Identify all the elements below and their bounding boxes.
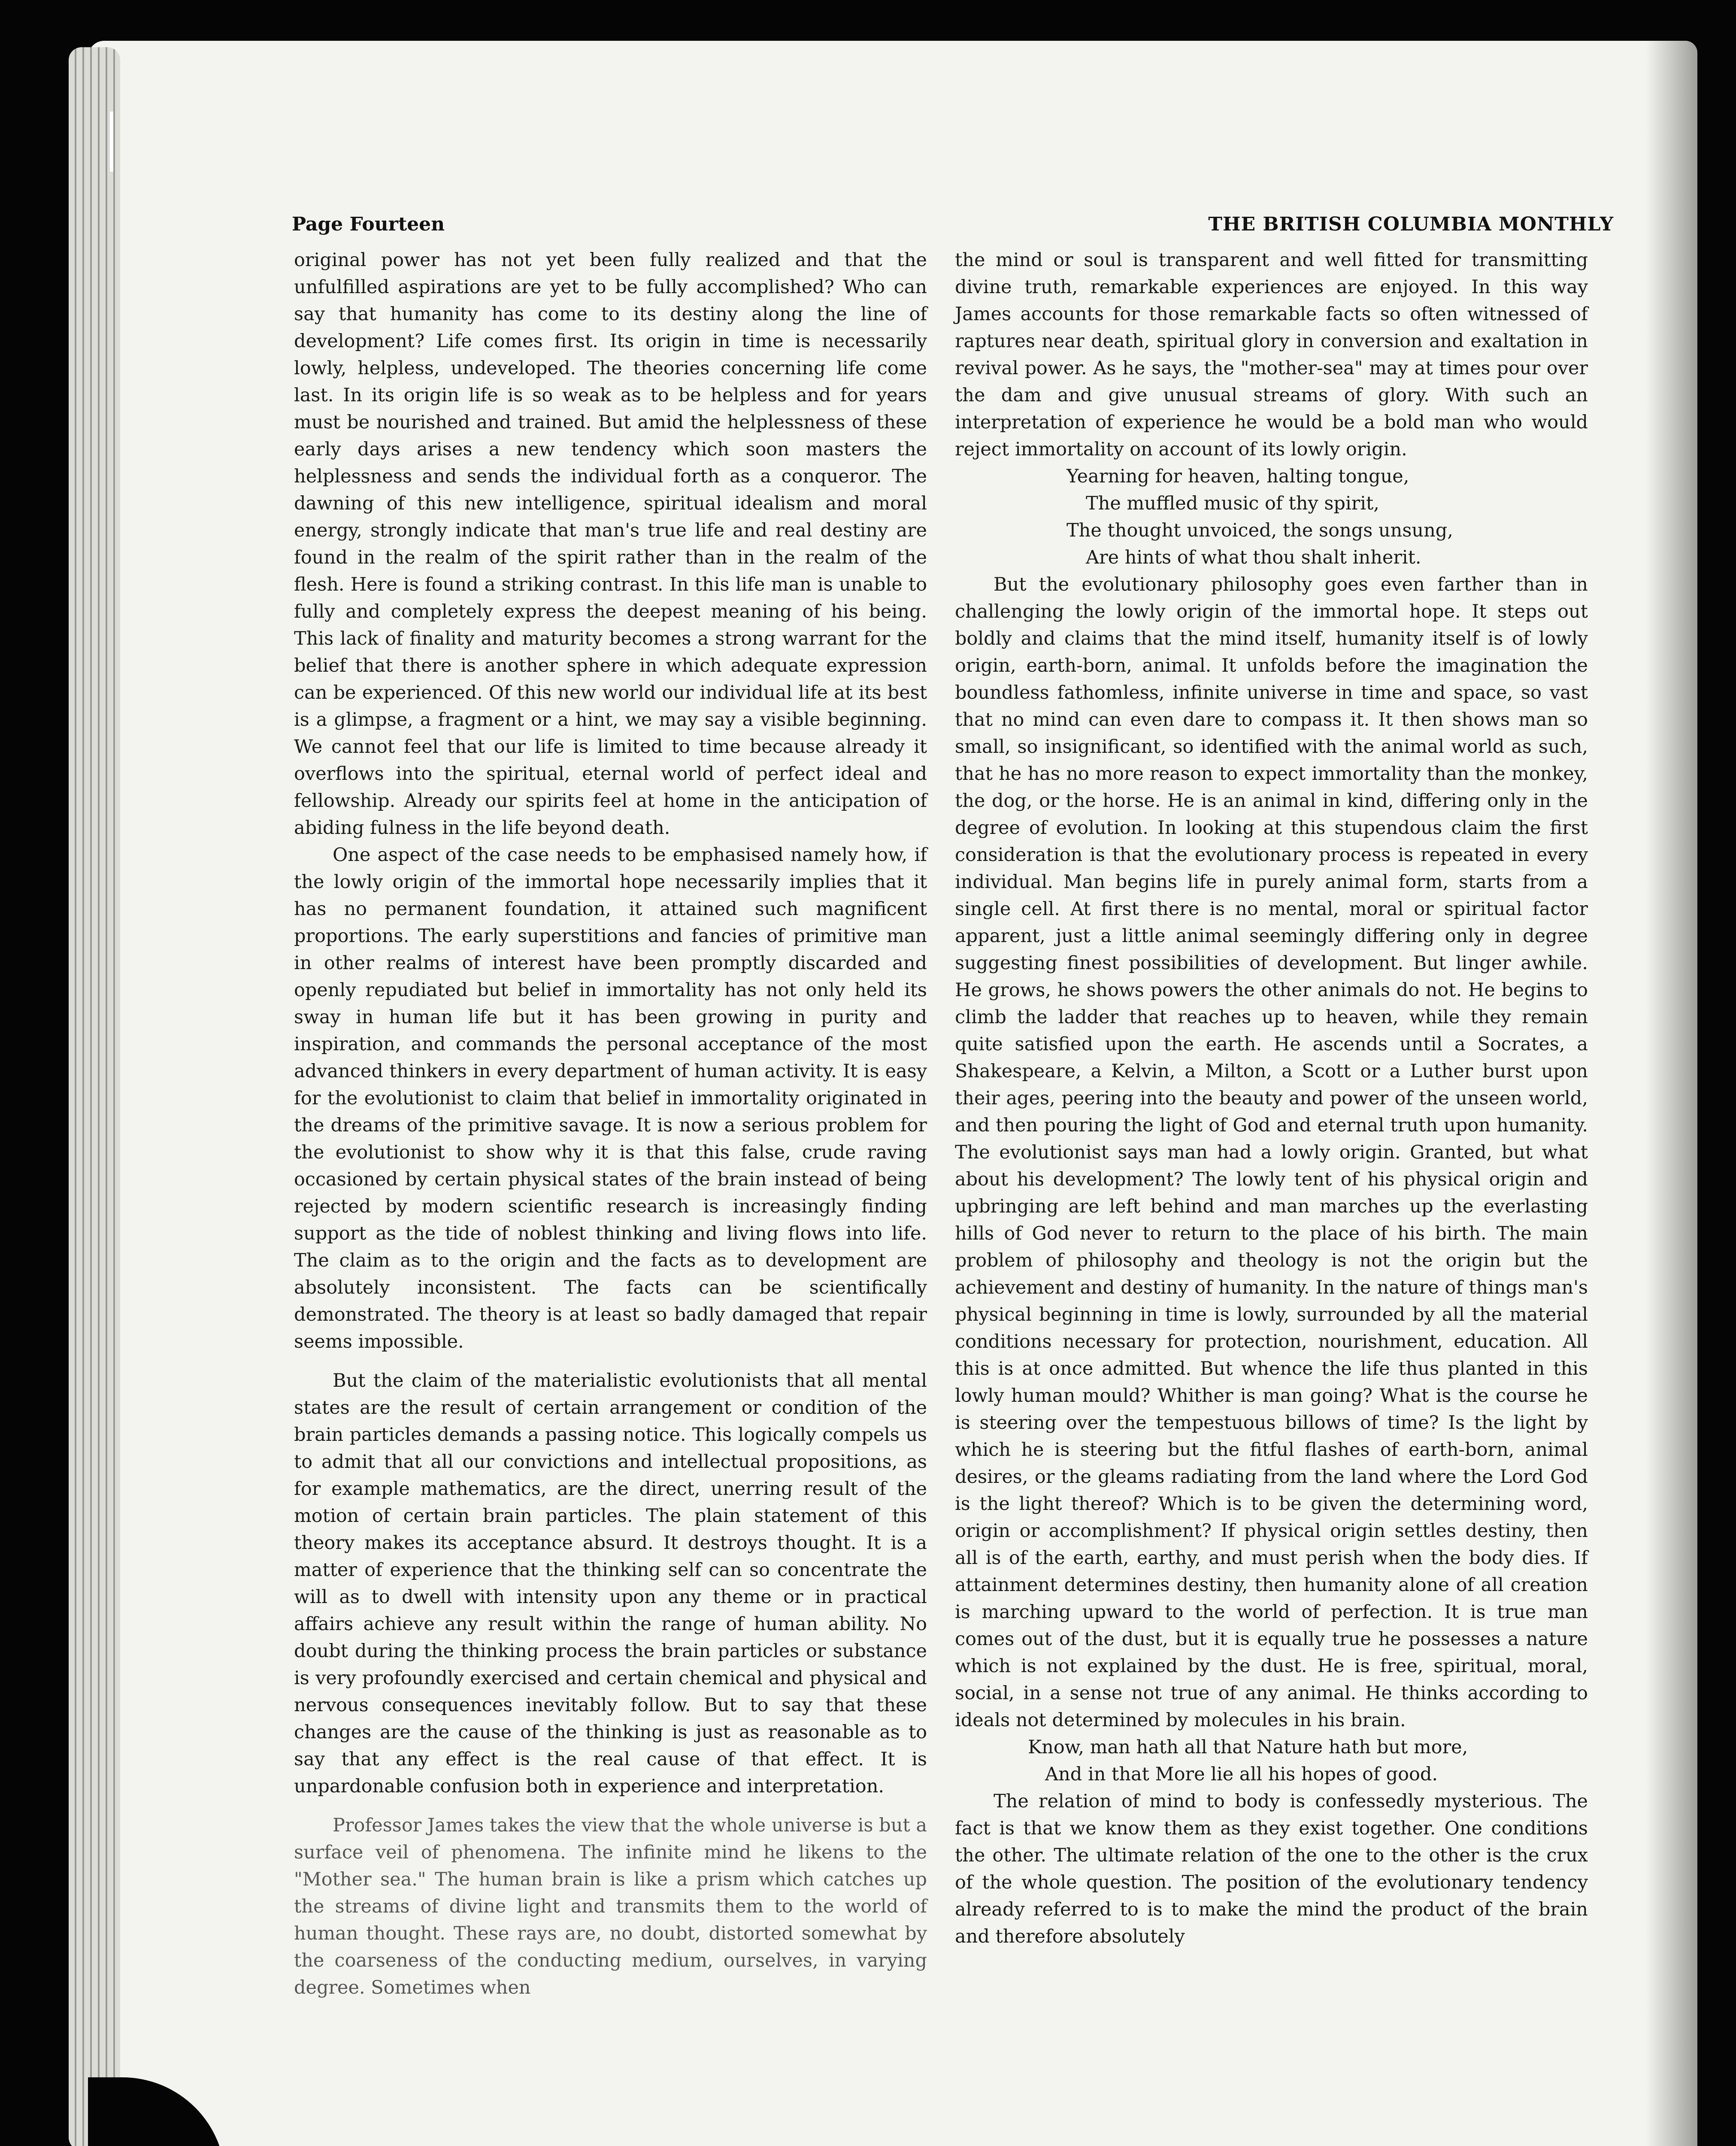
left-paragraph-2: One aspect of the case needs to be emphasised namely how, if the lowly origin of the immortal hope necessarily implies that it has no permanent foundation, it attained such magnificent proportions. The early superstitions and fancies of primitive man in other realms of interest have been promptly discarded and openly repudiated but belief in immortality has not only held its sway in human life but it has been growing in purity and inspiration, and commands the personal acceptance of the most advanced thinkers in every department of human activity. It is easy for the evolutionist to claim that belief in immortality originated in the dreams of the primitive savage. It is now a serious problem for the evolutionist to show why it is that this false, crude raving occasioned by certain physical states of the brain instead of being rejected by modern scientific research is increasingly finding support as the tide of noblest thinking and living flows into life. The claim as to the origin and the facts as to development are absolutely inconsistent. The facts can be scientifically demonstrated. The theory is at least so badly damaged that repair seems impossible.: [294, 844, 927, 1352]
verse-block-1: [955, 463, 1588, 571]
verse-block-2: [955, 1734, 1588, 1788]
right-paragraph-2: But the evolutionary philosophy goes even farther than in challenging the lowly origin of the immortal hope. It steps out boldly and claims that the mind itself, humanity itself is of lowly origin, earth-born, animal. It unfolds before the imagination the boundless fathomless, infinite universe in time and space, so vast that no mind can even dare to compass it. It then shows man so small, so insignificant, so identified with the animal world as such, that he has no more reason to expect immortality than the monkey, the dog, or the horse. He is an animal in kind, differing only in the degree of evolution. In looking at this stupendous claim the first consideration is that the evolutionary process is repeated in every individual. Man begins life in purely animal form, starts from a single cell. At first there is no mental, moral or spiritual factor apparent, just a little animal seemingly differing only in degree suggesting finest possibilities of development. But linger awhile. He grows, he shows powers the other animals do not. He begins to climb the ladder that reaches up to heaven, while they remain quite satisfied upon the earth. He ascends until a Socrates, a Shakespeare, a Kelvin, a Milton, a Scott or a Luther burst upon their ages, peering into the beauty and power of the unseen world, and then pouring the light of God and eternal truth upon humanity. The evolutionist says man had a lowly origin. Granted, but what about his development? The lowly tent of his physical origin and upbringing are left behind and man marches up the everlasting hills of God never to return to the place of his birth. The main problem of philosophy and theology is not the origin but the achievement and destiny of humanity. In the nature of things man's physical beginning in time is lowly, surrounded by all the material conditions necessary for protection, nourishment, education. All this is at once admitted. But whence the life thus planted in this lowly human mould? Whither is man going? What is the course he is steering over the tempestuous billows of time? Is the light by which he is steering but the fitful flashes of earth-born, animal desires, or the gleams radiating from the land where the Lord God is the light thereof? Which is to be given the determining word, origin or accomplishment? If physical origin settles destiny, then all is of the earth, earthy, and must perish when the body dies. If attainment determines destiny, then humanity alone of all creation is marching upward to the world of perfection. It is true man comes out of the dust, but it is equally true he possesses a nature which is not explained by the dust. He is free, spiritual, moral, social, in a sense not true of any animal. He thinks according to ideals not determined by molecules in his brain.: [955, 574, 1588, 1731]
verse-line: The muffled music of thy spirit,: [1086, 493, 1379, 514]
left-paragraph-3: But the claim of the materialistic evolutionists that all mental states are the result of certain arrangement or condition of the brain particles demands a passing notice. This logically compels us to admit that all our convictions and intellectual propositions, as for example mathematics, are the direct, unerring result of the motion of certain brain particles. The plain statement of this theory makes its acceptance absurd. It destroys thought. It is a matter of experience that the thinking self can so concentrate the will as to dwell with intensity upon any theme or in practical affairs achieve any result within the range of human ability. No doubt during the thinking process the brain particles or substance is very profoundly exercised and certain chemical and physical and nervous consequences inevitably follow. But to say that these changes are the cause of the thinking is just as reasonable as to say that any effect is the real cause of that effect. It is unpardonable confusion both in experience and interpretation.: [294, 1370, 927, 1797]
left-paragraph-4: Professor James takes the view that the whole universe is but a surface veil of phenomena. The infinite mind he likens to the "Mother sea." The human brain is like a prism which catches up the streams of divine light and transmits them to the world of human thought. These rays are, no doubt, distorted somewhat by the coarseness of the conducting medium, ourselves, in varying degree. Sometimes when: [294, 1815, 927, 1998]
right-paragraph-3: The relation of mind to body is confessedly mysterious. The fact is that we know them as they exist together. One conditions the other. The ultimate relation of the one to the other is the crux of the whole question. The position of the evolutionary tendency already referred to is to make the mind the product of the brain and therefore absolutely: [955, 1791, 1588, 1947]
left-column: [294, 247, 927, 2001]
page-stack-edge: [69, 47, 120, 2146]
verse-line: Yearning for heaven, halting tongue,: [1066, 466, 1409, 487]
right-paragraph-1: the mind or soul is transparent and well fitted for transmitting divine truth, remarkable experiences are enjoyed. In this way James accounts for those remarkable facts so often witnessed of raptures near death, spiritual glory in conversion and exaltation in revival power. As he says, the "mother-sea" may at times pour over the dam and give unusual streams of glory. With such an interpretation of experience he would be a bold man who would reject immortality on account of its lowly origin.: [955, 249, 1588, 460]
page-edge-shadow: [1646, 41, 1697, 2146]
binding-mark: [110, 112, 113, 172]
verse-line: And in that More lie all his hopes of good.: [1045, 1764, 1438, 1785]
verse-line: Are hints of what thou shalt inherit.: [1086, 547, 1421, 568]
left-paragraph-1: original power has not yet been fully realized and that the unfulfilled aspirations are yet to be fully accomplished? Who can say that humanity has come to its destiny along the line of development? Life comes first. Its origin in time is necessarily lowly, helpless, undeveloped. The theories concerning life come last. In its origin life is so weak as to be helpless and for years must be nourished and trained. But amid the helplessness of these early days arises a new tendency which soon masters the helplessness and sends the individual forth as a conqueror. The dawning of this new intelligence, spiritual idealism and moral energy, strongly indicate that man's true life and real destiny are found in the realm of the spirit rather than in the realm of the flesh. Here is found a striking contrast. In this life man is unable to fully and completely express the deepest meaning of his being. This lack of finality and maturity becomes a strong warrant for the belief that there is another sphere in which adequate expression can be experienced. Of this new world our individual life at its best is a glimpse, a fragment or a hint, we may say a visible beginning. We cannot feel that our life is limited to time because already it overflows into the spiritual, eternal world of perfect ideal and fellowship. Already our spirits feel at home in the anticipation of abiding fulness in the life beyond death.: [294, 249, 927, 839]
verse-line: The thought unvoiced, the songs unsung,: [1066, 520, 1453, 541]
right-column: [955, 247, 1588, 1950]
verse-line: Know, man hath all that Nature hath but more,: [1028, 1737, 1468, 1758]
page-number-label: Page Fourteen: [292, 213, 445, 235]
page-header: [292, 213, 1614, 239]
publication-title: THE BRITISH COLUMBIA MONTHLY: [1208, 213, 1614, 235]
